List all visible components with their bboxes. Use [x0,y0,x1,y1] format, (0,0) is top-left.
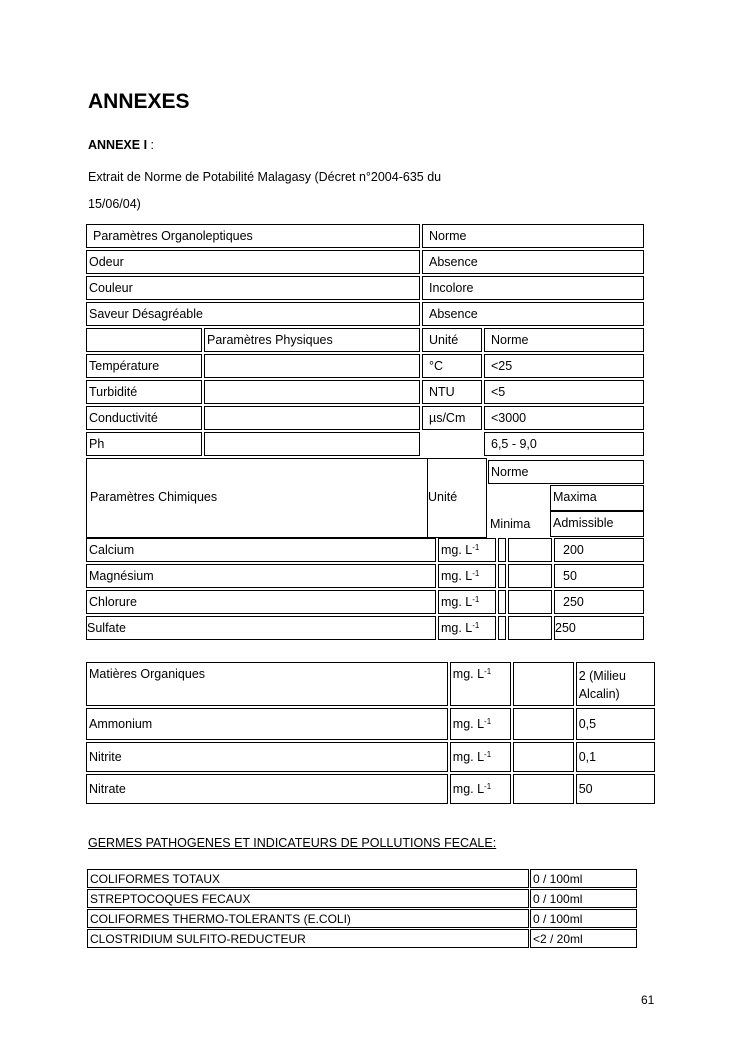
chemical-norme-header [488,460,644,484]
table-cell: Saveur Désagréable [86,302,420,326]
unit-text: mg. L [452,782,485,796]
unit-text: mg. L [452,717,485,731]
table-row [86,564,644,588]
table-row [86,432,644,456]
intro-text: Extrait de Norme de Potabilité Malagasy (Décret n°2004-635 du 15/06/04) [88,170,442,211]
table-row [86,742,655,772]
unit-exponent: -1 [472,595,480,604]
table-cell: 0,1 [576,742,655,772]
unit-exponent: -1 [484,750,492,759]
table-cell: NTU [422,380,482,404]
chemical-param-header [86,458,428,538]
table-cell: Matières Organiques [86,662,448,706]
table-cell [450,774,511,804]
unit-text: mg. L [452,750,485,764]
table-cell [498,564,506,588]
page-number: 61 [641,993,655,1007]
table-cell: 0 / 100ml [530,869,637,888]
table-cell [204,380,420,404]
table-row [87,909,637,928]
table-cell: Température [86,354,202,378]
table-cell: CLOSTRIDIUM SULFITO-REDUCTEUR [87,929,529,948]
table-row [86,250,644,274]
table-cell: Magnésium [86,564,436,588]
table-cell: 0 / 100ml [530,909,637,928]
chemical-unit-header-label: Unité [428,490,458,504]
table-cell [450,742,511,772]
table-cell: Couleur [86,276,420,300]
table-cell: 50 [554,564,644,588]
table-cell [508,590,552,614]
table-cell: <5 [484,380,644,404]
table-header-cell: Unité [422,328,482,352]
table-row [86,662,655,706]
table-row [87,889,637,908]
table-cell [438,590,496,614]
table-row [87,929,637,948]
table-cell: COLIFORMES TOTAUX [87,869,529,888]
table-cell: °C [422,354,482,378]
table-row [86,302,644,326]
table-cell: Absence [422,250,644,274]
table-row [86,774,655,804]
unit-text: mg. L [441,595,473,609]
unit-exponent: -1 [472,543,480,552]
table-row [86,616,644,640]
chemical-norme-header-label: Norme [491,465,529,479]
unit-exponent: -1 [472,621,480,630]
table-cell: Calcium [86,538,436,562]
table-cell: 250 [554,590,644,614]
table-cell: 200 [554,538,644,562]
table-header-cell: Paramètres Organoleptiques [86,224,420,248]
annex-label [88,138,154,152]
table-cell [204,354,420,378]
chemical-unit-header [426,458,487,538]
table-cell: <2 / 20ml [530,929,637,948]
table-cell: <3000 [484,406,644,430]
table-cell: COLIFORMES THERMO-TOLERANTS (E.COLI) [87,909,529,928]
table-row [86,708,655,740]
chemical-minima-header: Minima [490,517,531,531]
chemical-maxima-header [550,485,644,511]
table-cell: Nitrate [86,774,448,804]
unit-text: mg. L [441,621,473,635]
table-row [86,354,644,378]
table-cell [204,406,420,430]
table-cell: Chlorure [86,590,436,614]
table-cell: Nitrite [86,742,448,772]
table-cell: Odeur [86,250,420,274]
table-header-cell: Paramètres Physiques [204,328,420,352]
table-cell: 6,5 - 9,0 [484,432,644,456]
table-cell: 0 / 100ml [530,889,637,908]
table-cell [498,538,506,562]
table-cell [450,708,511,740]
unit-text: mg. L [441,543,473,557]
table-cell: Ph [86,432,202,456]
table-row [87,869,637,888]
table-cell [498,616,506,640]
table-row [86,224,644,248]
organoleptic-physical-table [84,222,646,458]
table-row [86,590,644,614]
table-cell: Absence [422,302,644,326]
table-cell [438,616,496,640]
unit-text: mg. L [441,569,473,583]
table-cell: Ammonium [86,708,448,740]
table-row [86,328,644,352]
annex-label-text: ANNEXE I [88,138,148,152]
unit-exponent: -1 [472,569,480,578]
table-cell [204,432,420,456]
table-cell [508,616,552,640]
table-header-cell: Norme [484,328,644,352]
table-row [86,380,644,404]
table-cell [513,742,574,772]
annex-label-suffix: : [147,138,154,152]
table-cell: 250 [554,616,644,640]
table-cell [508,564,552,588]
table-cell [513,708,574,740]
organic-table [84,660,657,806]
chemical-admissible-header [550,511,644,537]
chemical-table [84,536,646,642]
table-cell: 50 [576,774,655,804]
chemical-param-header-label: Paramètres Chimiques [90,490,218,504]
chemical-maxima-header-label: Maxima [553,490,597,504]
table-row [86,406,644,430]
table-cell [438,564,496,588]
page-title: ANNEXES [88,90,190,113]
table-cell: Sulfate [86,616,436,640]
table-cell: <25 [484,354,644,378]
table-cell [508,538,552,562]
table-cell: Turbidité [86,380,202,404]
table-cell: 0,5 [576,708,655,740]
table-row [86,538,644,562]
unit-exponent: -1 [484,667,492,676]
unit-exponent: -1 [484,717,492,726]
table-cell: STREPTOCOQUES FECAUX [87,889,529,908]
germs-heading: GERMES PATHOGENES ET INDICATEURS DE POLLUTIONS FECALE: [88,836,497,850]
table-cell [498,590,506,614]
table-cell [513,774,574,804]
table-cell [513,662,574,706]
unit-exponent: -1 [484,782,492,791]
table-cell [438,538,496,562]
table-cell [86,328,202,352]
unit-text: mg. L [452,667,485,681]
table-cell: Incolore [422,276,644,300]
chemical-admissible-header-label: Admissible [553,516,614,530]
table-cell: 2 (Milieu Alcalin) [576,662,655,706]
table-header-cell: Norme [422,224,644,248]
table-cell [450,662,511,706]
table-cell: µs/Cm [422,406,482,430]
table-row [86,276,644,300]
table-cell [422,432,482,456]
table-cell: Conductivité [86,406,202,430]
germs-table [86,868,638,949]
